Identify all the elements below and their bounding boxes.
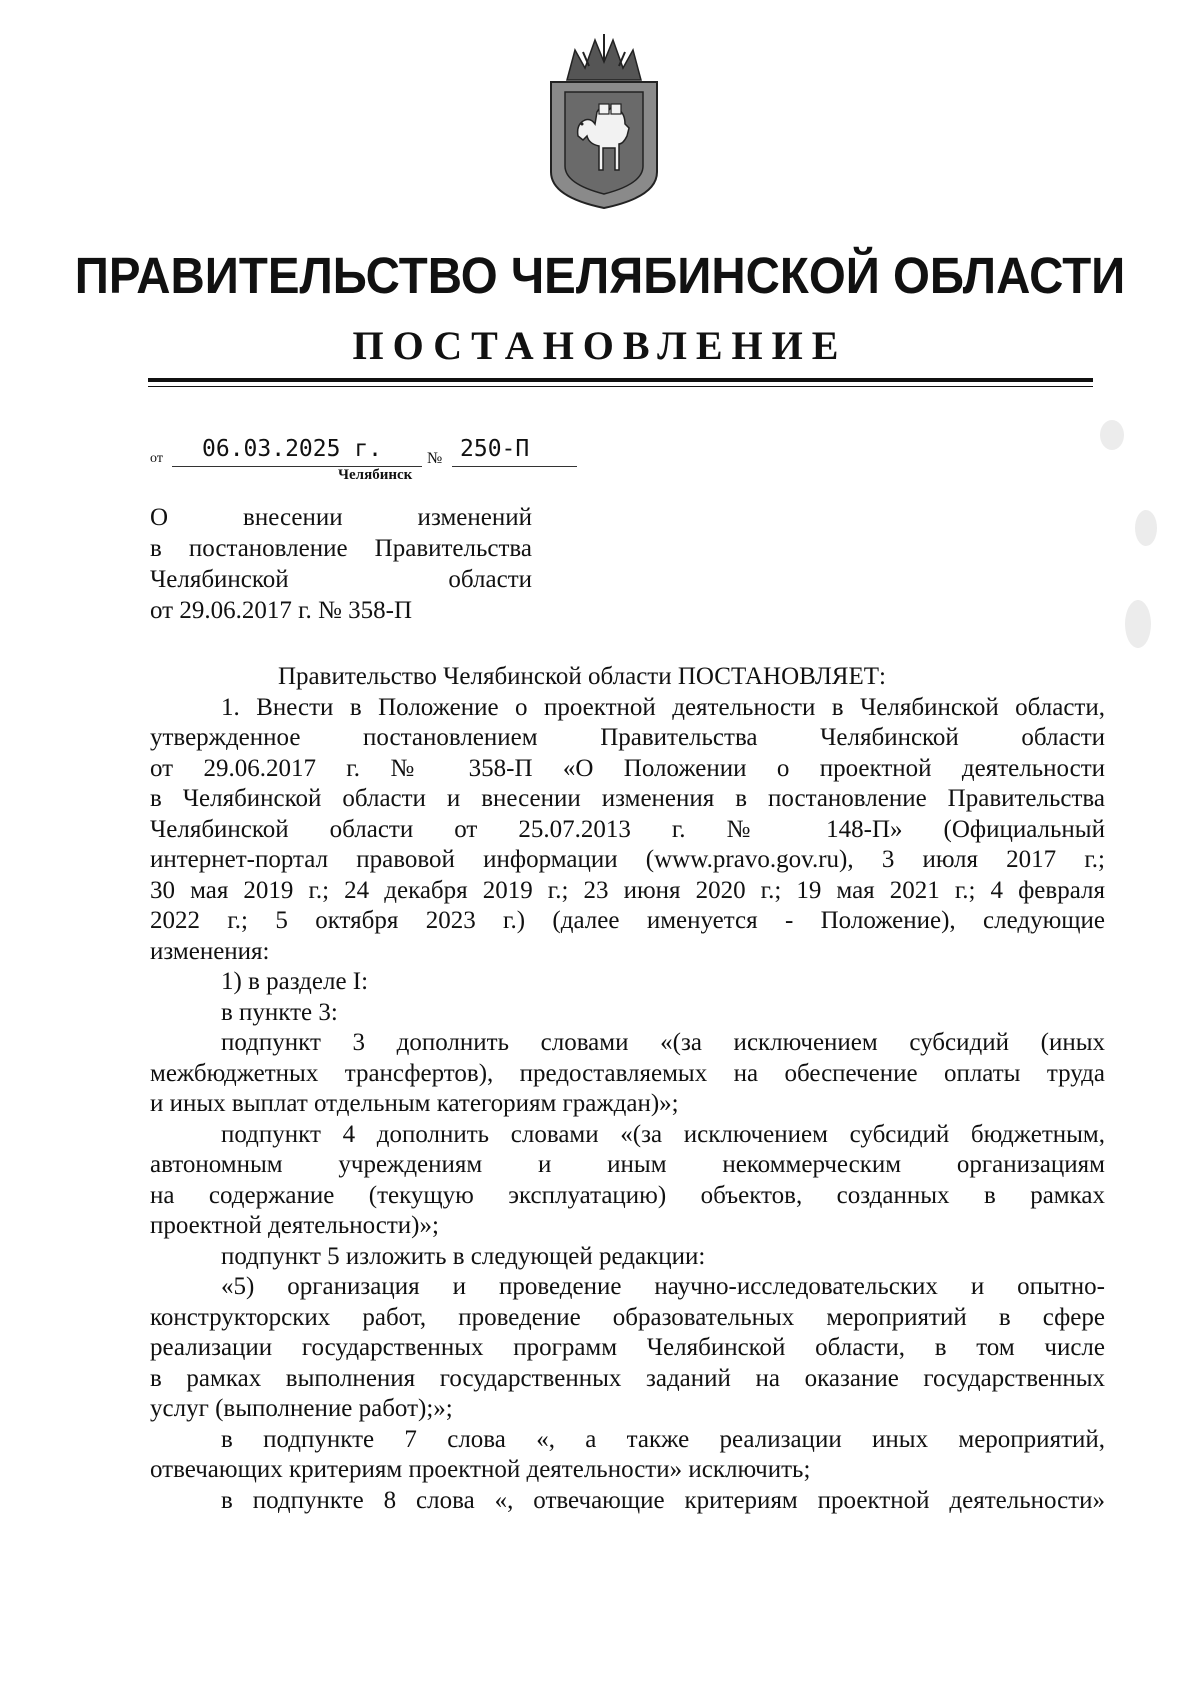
header-rule-thick: [148, 378, 1093, 382]
body-line: 1) в разделе I:: [221, 968, 369, 995]
body-line: в пункте 3:: [221, 998, 338, 1026]
body-line: реализации государственных программ Челябинской области, в том числе: [150, 1334, 1105, 1361]
document-subject: [150, 502, 532, 626]
document-type-title: ПОСТАНОВЛЕНИЕ: [352, 323, 848, 368]
body-line: 2022 г.; 5 октября 2023 г.) (далее именуется - Положение), следующие: [150, 907, 1105, 934]
body-line: подпункт 5 изложить в следующей редакции:: [221, 1242, 706, 1270]
number-underline: [452, 466, 577, 467]
body-line: конструкторских работ, проведение образовательных мероприятий в сфере: [150, 1303, 1105, 1331]
subject-line: в постановление Правительства: [150, 535, 532, 562]
body-line: проектной деятельности)»;: [150, 1212, 439, 1239]
document-body: [150, 662, 1105, 1516]
organization-title: ПРАВИТЕЛЬСТВО ЧЕЛЯБИНСКОЙ ОБЛАСТИ: [74, 247, 1126, 304]
body-line: подпункт 3 дополнить словами «(за исключением субсидий (иных: [221, 1029, 1105, 1056]
city-label: Челябинск: [338, 467, 413, 483]
body-line: на содержание (текущую эксплуатацию) объектов, созданных в рамках: [150, 1181, 1105, 1209]
body-line: Челябинской области от 25.07.2013 г. № 148-П» (Официальный: [150, 815, 1105, 843]
preamble-line: Правительство Челябинской области ПОСТАНОВЛЯЕТ:: [278, 663, 886, 690]
body-line: в подпункте 7 слова «, а также реализации иных мероприятий,: [221, 1425, 1105, 1453]
header-rule-thin: [148, 386, 1093, 387]
scan-artifact: [1100, 420, 1124, 450]
body-line: 1. Внести в Положение о проектной деятельности в Челябинской области,: [221, 693, 1105, 721]
scan-artifact: [1125, 600, 1151, 648]
body-line: изменения:: [150, 937, 270, 965]
body-line: услуг (выполнение работ);»;: [150, 1395, 453, 1422]
body-line: от 29.06.2017 г. № 358-П «О Положении о проектной деятельности: [150, 754, 1105, 782]
body-line: «5) организация и проведение научно-исследовательских и опытно-: [221, 1273, 1105, 1300]
subject-line: от 29.06.2017 г. № 358-П: [150, 597, 413, 624]
body-line: автономным учреждениям и иным некоммерческим организациям: [150, 1151, 1105, 1178]
body-line: в рамках выполнения государственных заданий на оказание государственных: [150, 1364, 1105, 1392]
body-line: отвечающих критериям проектной деятельности» исключить;: [150, 1456, 811, 1483]
number-prefix-label: №: [427, 450, 443, 467]
body-line: межбюджетных трансфертов), предоставляемых на обеспечение оплаты труда: [150, 1059, 1105, 1087]
body-line: подпункт 4 дополнить словами «(за исключением субсидий бюджетным,: [221, 1120, 1105, 1148]
subject-line: Челябинской области: [150, 566, 532, 593]
coat-of-arms-icon: [545, 32, 663, 210]
body-line: утвержденное постановлением Правительства Челябинской области: [150, 724, 1105, 751]
body-line: в Челябинской области и внесении изменения в постановление Правительства: [150, 785, 1105, 812]
document-number: 250-П: [460, 436, 530, 462]
body-line: и иных выплат отдельным категориям граждан)»;: [150, 1090, 679, 1117]
body-line: интернет-портал правовой информации (www.pravo.gov.ru), 3 июля 2017 г.;: [150, 846, 1105, 873]
date-prefix-label: от: [150, 451, 163, 466]
document-date: 06.03.2025 г.: [202, 436, 383, 462]
subject-line: О внесении изменений: [150, 504, 532, 531]
body-line: 30 мая 2019 г.; 24 декабря 2019 г.; 23 июня 2020 г.; 19 мая 2021 г.; 4 февраля: [150, 876, 1105, 904]
scan-artifact: [1135, 510, 1157, 546]
body-line: в подпункте 8 слова «, отвечающие критериям проектной деятельности»: [221, 1486, 1105, 1514]
